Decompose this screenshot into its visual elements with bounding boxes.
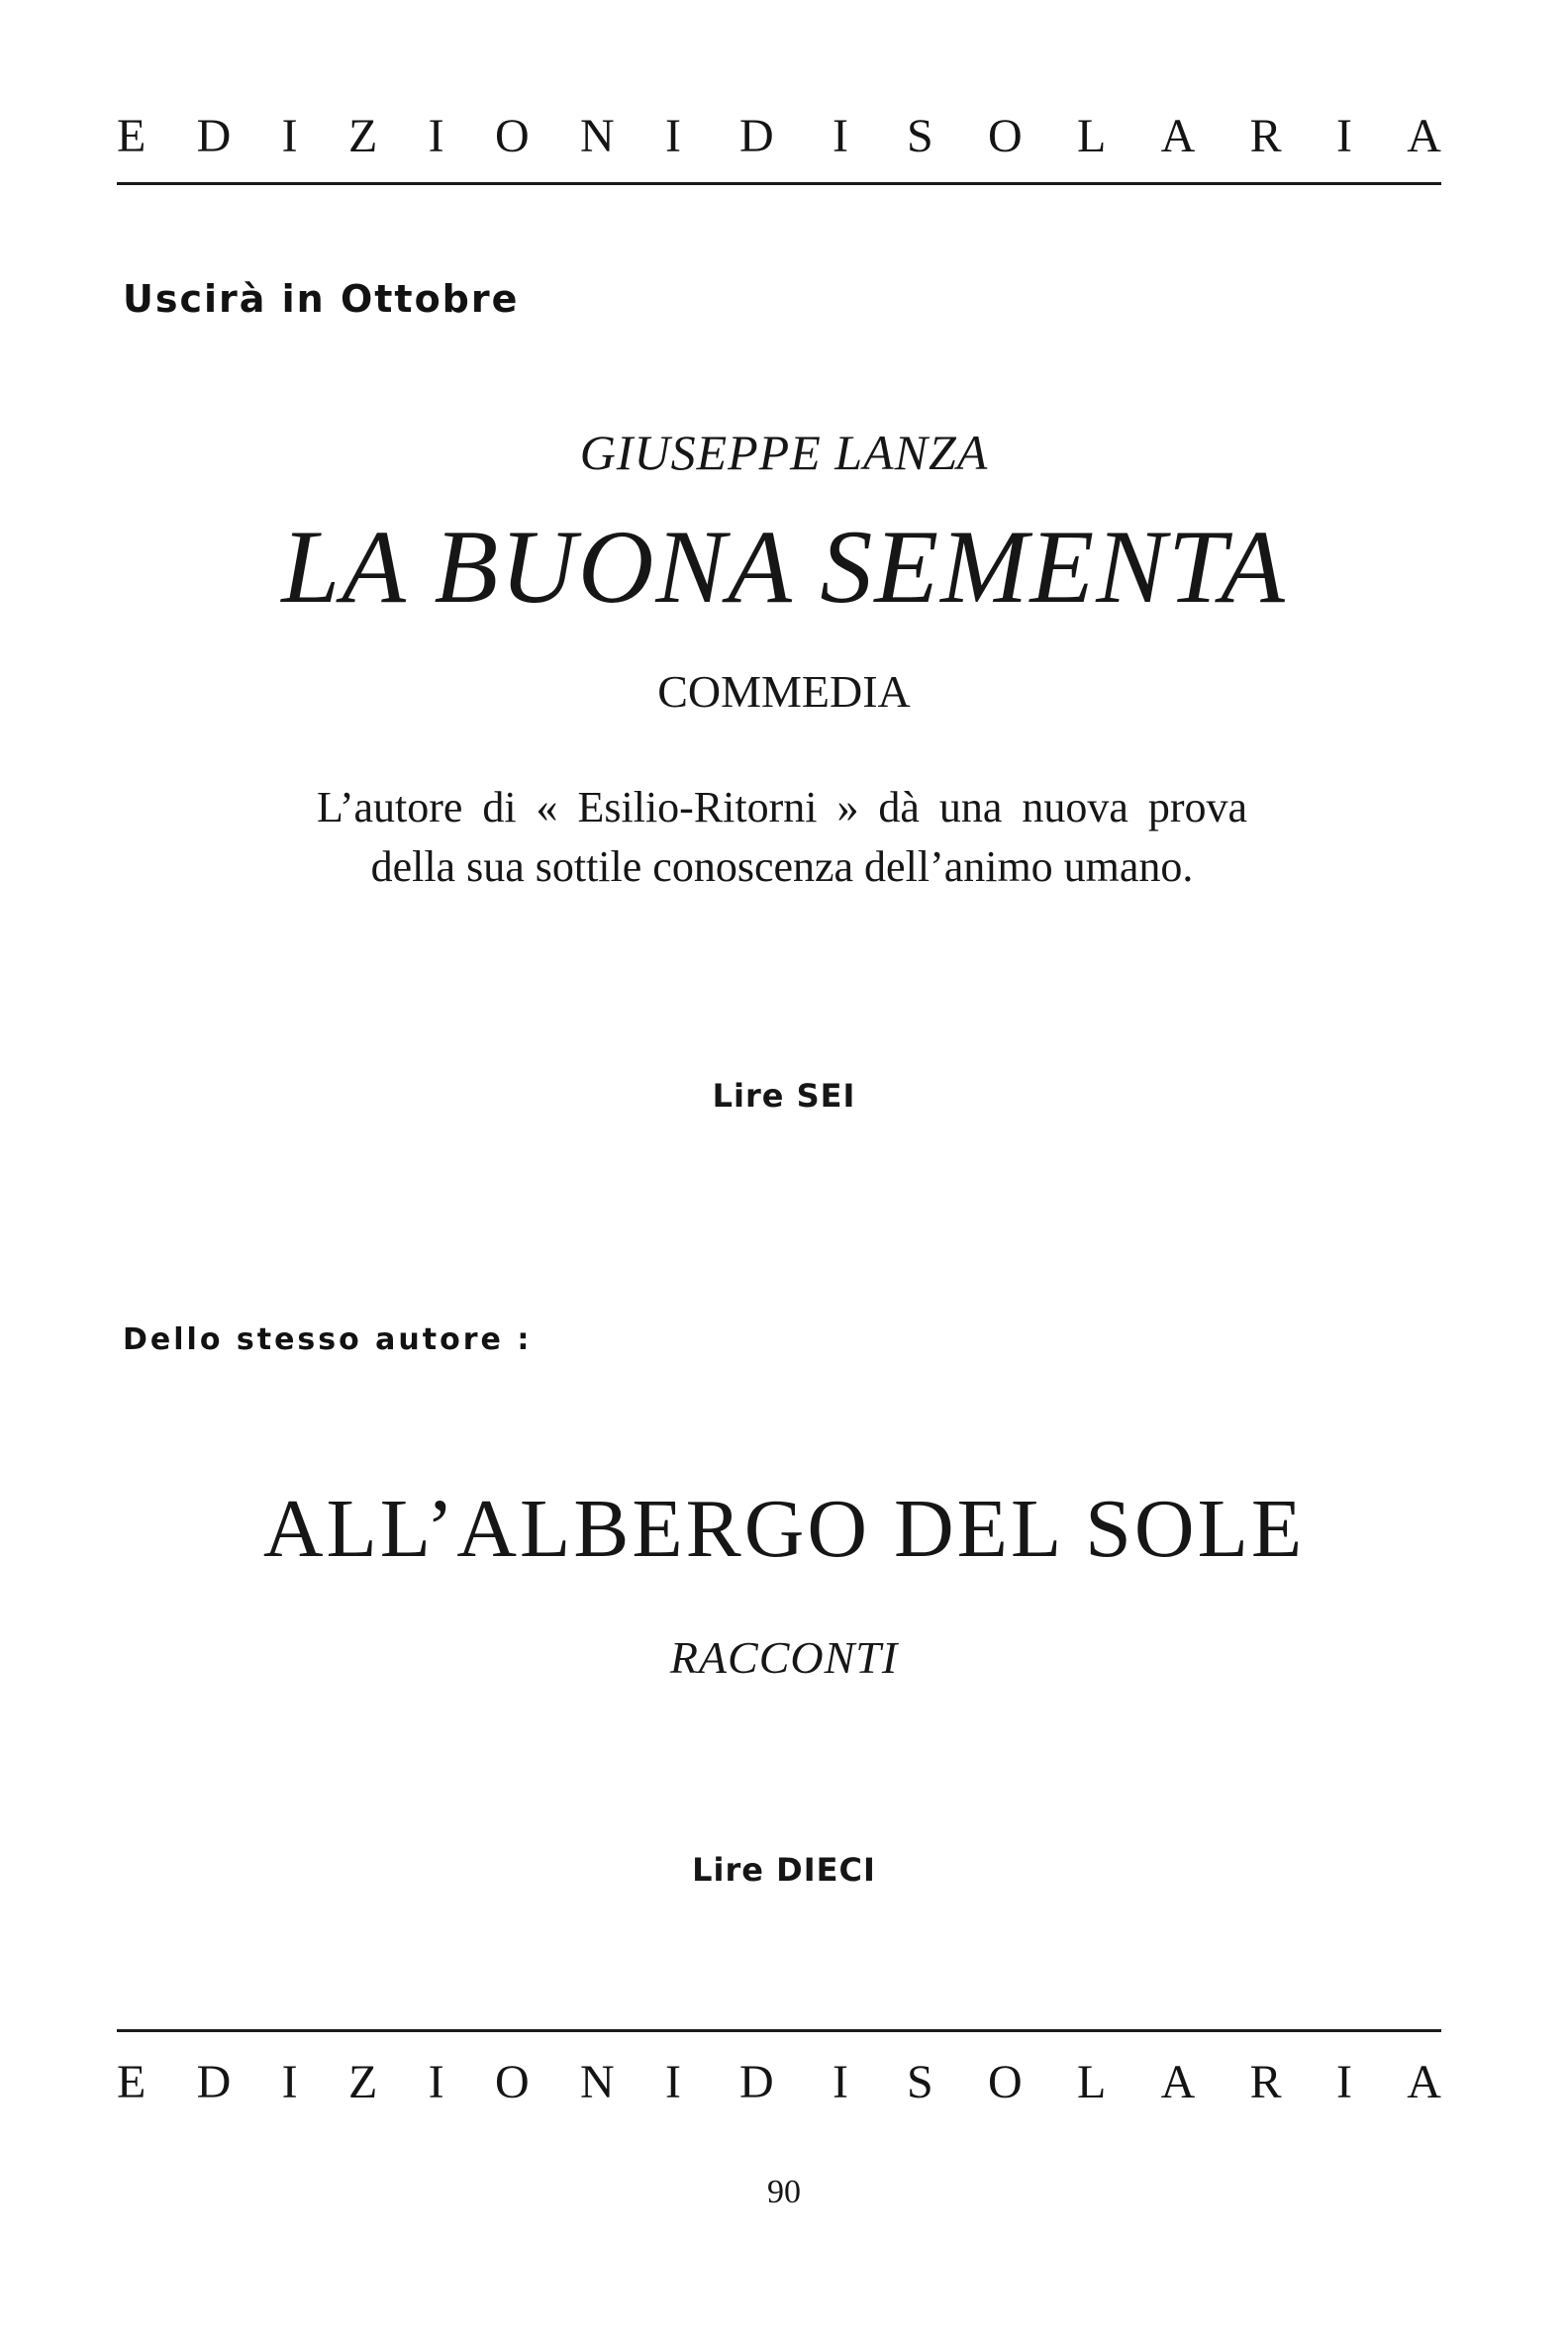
bottom-header-letter: I (833, 2056, 848, 2108)
bottom-header-letter: O (494, 2056, 530, 2108)
upcoming-heading: Uscirà in Ottobre (123, 277, 520, 321)
header-rule-bottom (117, 2029, 1441, 2032)
top-header-letter: A (1407, 110, 1441, 162)
publisher-header-bottom (117, 2056, 1441, 2108)
top-header-letter: O (494, 110, 530, 162)
top-header-letter: E (117, 110, 147, 162)
top-header-letter: Z (347, 110, 378, 162)
same-author-heading: Dello stesso autore : (123, 1322, 533, 1357)
top-header-letter: O (988, 110, 1023, 162)
top-header-letter: R (1249, 110, 1282, 162)
top-header-letter: I (833, 110, 848, 162)
top-header-word-1 (117, 110, 681, 162)
bottom-header-letter: A (1160, 2056, 1196, 2108)
page-number: 90 (767, 2174, 801, 2210)
bottom-header-word-3 (907, 2056, 1441, 2108)
top-header-letter: I (428, 110, 444, 162)
top-header-letter: A (1160, 110, 1196, 162)
bottom-header-letter: L (1077, 2056, 1107, 2108)
top-header-letter: I (1335, 110, 1352, 162)
top-header-word-3 (907, 110, 1441, 162)
bottom-header-letter: E (117, 2056, 147, 2108)
top-header-letter: S (907, 110, 933, 162)
book-genre-commedia: COMMEDIA (657, 666, 911, 717)
top-header-letter: L (1077, 110, 1107, 162)
bottom-header-word-1 (117, 2056, 681, 2108)
bottom-header-letter: I (664, 2056, 681, 2108)
publisher-header-top (117, 110, 1441, 162)
bottom-header-letter: I (1335, 2056, 1352, 2108)
bottom-header-letter: R (1249, 2056, 1282, 2108)
bottom-header-word-2 (739, 2056, 848, 2108)
bottom-header-letter: D (739, 2056, 774, 2108)
author-name: GIUSEPPE LANZA (579, 425, 989, 480)
bottom-header-letter: A (1407, 2056, 1441, 2108)
top-header-letter: I (664, 110, 681, 162)
bottom-header-letter: Z (347, 2056, 378, 2108)
book-genre-racconti: RACCONTI (669, 1632, 899, 1683)
book-title-la-buona-sementa: LA BUONA SEMENTA (281, 509, 1287, 625)
book-title-albergo-del-sole: ALL’ALBERGO DEL SOLE (262, 1483, 1306, 1575)
top-header-letter: D (196, 110, 232, 162)
header-rule-top (117, 182, 1441, 185)
top-header-letter: I (281, 110, 298, 162)
price-lire-dieci: Lire DIECI (692, 1851, 876, 1889)
price-lire-sei: Lire SEI (712, 1077, 856, 1115)
bottom-header-letter: S (907, 2056, 933, 2108)
bottom-header-letter: D (196, 2056, 232, 2108)
top-header-letter: D (739, 110, 774, 162)
top-header-word-2 (739, 110, 848, 162)
bottom-header-letter: I (428, 2056, 444, 2108)
top-header-letter: N (579, 110, 615, 162)
bottom-header-letter: I (281, 2056, 298, 2108)
bottom-header-letter: N (579, 2056, 615, 2108)
bottom-header-letter: O (988, 2056, 1023, 2108)
book-description: L’autore di « Esilio-Ritorni » dà una nuova prova della sua sottile conoscenza dell’animo umano. (317, 783, 1247, 891)
